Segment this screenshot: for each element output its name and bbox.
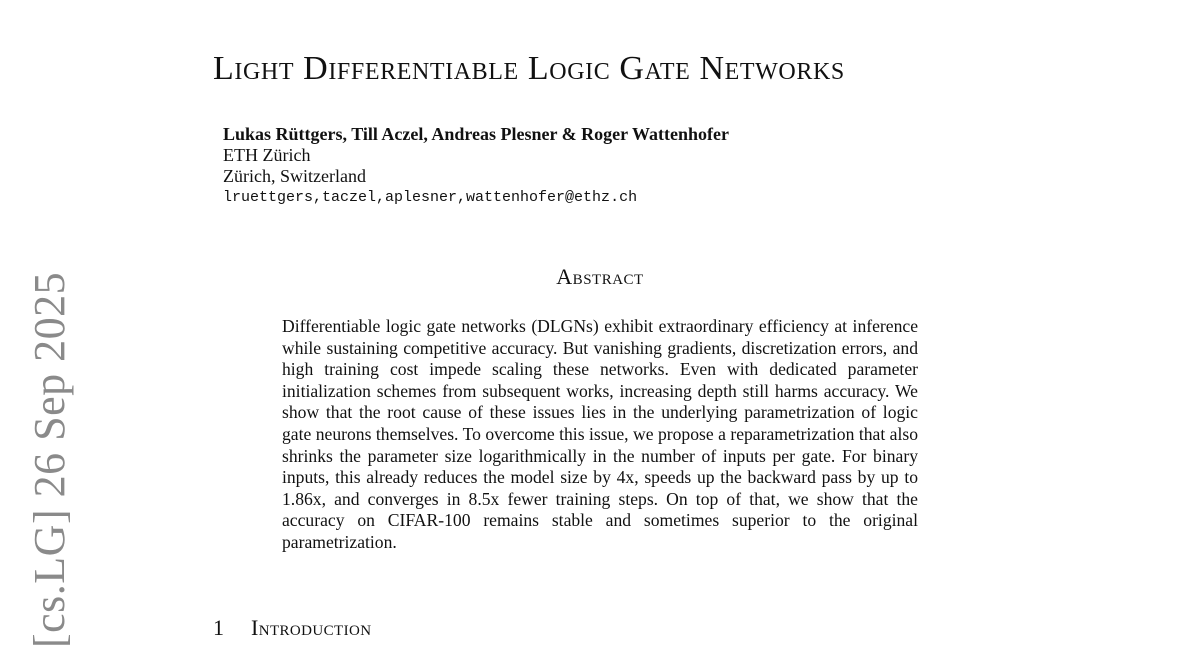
- location: Zürich, Switzerland: [223, 166, 366, 186]
- section-heading: [213, 615, 371, 641]
- institution: ETH Zürich: [223, 145, 311, 165]
- section-title: Introduction: [251, 615, 372, 640]
- abstract-heading: Abstract: [556, 264, 644, 289]
- author-emails: lruettgers,taczel,aplesner,wattenhofer@ethz.ch: [223, 189, 638, 206]
- arxiv-side-stamp: [cs.LG] 26 Sep 2025: [25, 271, 74, 648]
- author-list: Lukas Rüttgers, Till Aczel, Andreas Plesner & Roger Wattenhofer: [223, 124, 729, 144]
- author-block: [223, 123, 729, 209]
- abstract-text: Differentiable logic gate networks (DLGNs) exhibit extraordinary efficiency at inference while sustaining competitive accuracy. But vanishing gradients, discretization errors, and high training cost impede scaling these networks. Even with dedicated parameter initialization schemes from subsequent works, increasing depth still harms accuracy. We show that the root cause of these issues lies in the underlying parametrization of logic gate neurons themselves. To overcome this issue, we propose a reparametrization that also shrinks the parameter size logarithmically in the number of inputs per gate. For binary inputs, this already reduces the model size by 4x, speeds up the backward pass by up to 1.86x, and converges in 8.5x fewer training steps. On top of that, we show that the accuracy on CIFAR-100 remains stable and sometimes superior to the original parametrization.: [282, 316, 918, 552]
- section-number: 1: [213, 615, 224, 640]
- paper-title: Light Differentiable Logic Gate Networks: [213, 50, 845, 87]
